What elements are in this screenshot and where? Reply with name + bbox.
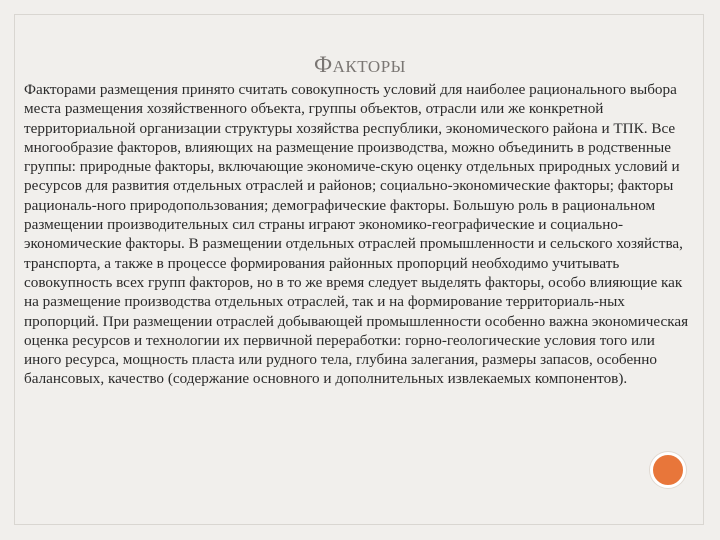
slide-title-initial: Ф (313, 52, 333, 77)
accent-circle (650, 452, 686, 488)
slide-body-text: Факторами размещения принято считать совокупность условий для наиболее рационального выбора места размещения хозяйственного объекта, группы объектов, отрасли или же конкретной территориальной организации структуры хозяйства республики, экономического района и ТПК. Все многообразие факторов, влияющих на размещение производства, можно объединить в родственные группы: природные факторы, включающие экономиче-скую оценку отдельных природных условий и ресурсов для развития отдельных отраслей и районов; социально-экономические факторы; факторы рациональ-ного природопользования; демографические факторы. Большую роль в рациональном размещении производительных сил страны играют экономико-географические и социально-экономические факторы. В размещении отдельных отраслей промышленности и сельского хозяйства, транспорта, а также в процессе формирования районных пропорций необходимо учитывать совокупность всех групп факторов, но в то же время следует выделять факторы, особо влияющие как на размещение производства отдельных отраслей, так и на формирование территориаль-ных пропорций. При размещении отраслей добывающей промышленности особенно важна экономическая оценка ресурсов и технологии их первичной переработки: горно-геологические условия того или иного ресурса, мощность пласта или рудного тела, глубина залегания, размеры запасов, особенно балансовых, качество (содержание основного и дополнительных извлекаемых компонентов). (24, 81, 689, 388)
slide-title-rest: АКТОРЫ (332, 57, 406, 76)
slide-title (0, 52, 720, 78)
